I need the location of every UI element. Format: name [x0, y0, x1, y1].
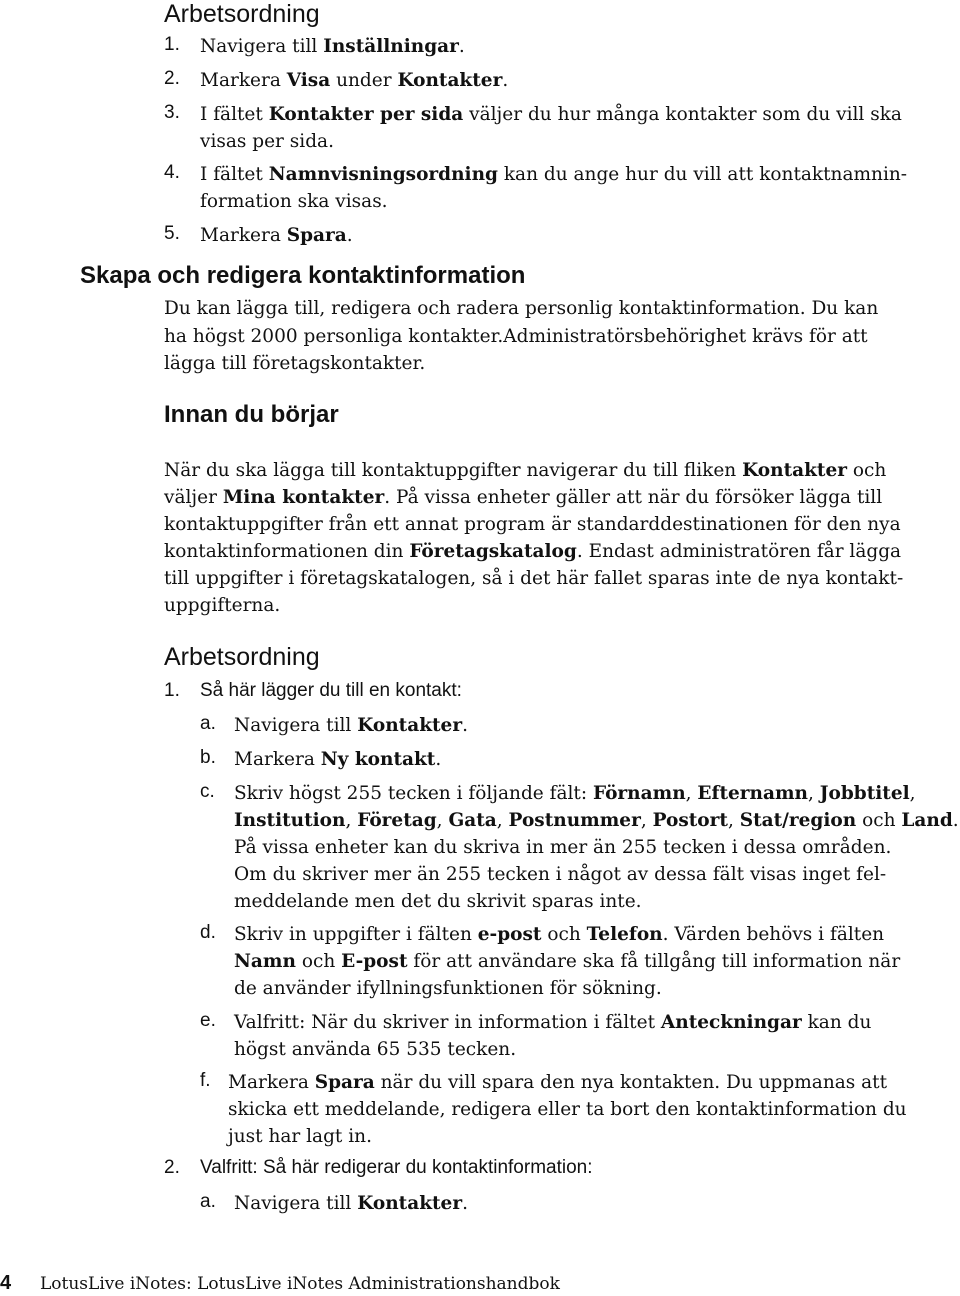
- bold-term: Ny kontakt: [320, 749, 436, 770]
- text-run: väljer du hur många kontakter som du vill ska: [463, 104, 902, 125]
- substep-text: [234, 921, 884, 948]
- substep-text: [234, 1190, 468, 1217]
- bold-term: Mina kontakter: [222, 487, 385, 508]
- substep-letter: a.: [200, 1191, 216, 1212]
- step-text: Så här lägger du till en kontakt:: [200, 680, 462, 701]
- text-run: Markera: [200, 225, 287, 246]
- text-run: just har lagt in.: [228, 1126, 372, 1147]
- footer-title: LotusLive iNotes: LotusLive iNotes Administrationshandbok: [40, 1274, 560, 1294]
- bold-term: Visa: [286, 70, 331, 91]
- text-run: Navigera till: [234, 715, 358, 736]
- text-run: . Endast administratören får lägga: [576, 541, 902, 562]
- step-text: [200, 222, 353, 249]
- text-run: visas per sida.: [200, 131, 334, 152]
- substep-letter: e.: [200, 1010, 216, 1031]
- page-number: 4: [0, 1272, 12, 1294]
- text-run: meddelande men det du skrivit sparas inte.: [234, 891, 642, 912]
- substep-text: [234, 1009, 871, 1036]
- bold-term: Stat/region: [739, 810, 857, 831]
- substep-letter: f.: [200, 1070, 211, 1091]
- text-run: . Värden behövs i fälten: [662, 924, 885, 945]
- bold-term: Kontakter: [357, 715, 463, 736]
- substep-text: [234, 948, 900, 975]
- substep-text: [234, 888, 642, 915]
- bold-term: Institution: [234, 810, 346, 831]
- bold-term: E-post: [341, 951, 408, 972]
- paragraph-line: [164, 295, 878, 322]
- text-run: Markera: [234, 749, 321, 770]
- bold-term: Kontakter per sida: [268, 104, 464, 125]
- text-run: Valfritt: När du skriver in information i fältet: [234, 1012, 661, 1033]
- text-run: .: [458, 36, 465, 57]
- bold-term: Spara: [286, 225, 347, 246]
- text-run: ,: [685, 783, 698, 804]
- bold-term: Postort: [652, 810, 728, 831]
- substep-letter: c.: [200, 781, 215, 802]
- text-run: Skriv in uppgifter i fälten: [234, 924, 478, 945]
- text-run: och: [295, 951, 342, 972]
- text-run: ,: [640, 810, 653, 831]
- bold-term: Postnummer: [508, 810, 641, 831]
- text-run: .: [346, 225, 353, 246]
- text-run: de använder ifyllningsfunktionen för sökning.: [234, 978, 662, 999]
- text-run: ,: [808, 783, 820, 804]
- text-run: Navigera till: [200, 36, 324, 57]
- text-run: .: [502, 70, 509, 91]
- text-run: uppgifterna.: [164, 595, 281, 616]
- heading-innan-du-borjar: Innan du börjar: [164, 401, 339, 428]
- text-run: skicka ett meddelande, redigera eller ta bort den kontaktinformation du: [228, 1099, 907, 1120]
- heading-arbetsordning-2: Arbetsordning: [164, 643, 320, 671]
- step-text: [200, 33, 465, 60]
- bold-term: e-post: [477, 924, 542, 945]
- substep-text: [234, 861, 886, 888]
- text-run: I fältet: [200, 104, 269, 125]
- text-run: På vissa enheter kan du skriva in mer än 255 tecken i dessa områden.: [234, 837, 892, 858]
- text-run: I fältet: [200, 164, 269, 185]
- text-run: när du vill spara den nya kontakten. Du uppmanas att: [374, 1072, 888, 1093]
- bold-term: Kontakter: [357, 1193, 463, 1214]
- step-text: [200, 128, 334, 155]
- text-run: Markera: [200, 70, 287, 91]
- substep-text: [234, 975, 662, 1002]
- substep-letter: a.: [200, 713, 216, 734]
- text-run: och: [847, 460, 887, 481]
- substep-text: [234, 780, 916, 807]
- text-run: .: [462, 715, 468, 736]
- text-run: Du kan lägga till, redigera och radera personlig kontaktinformation. Du kan: [164, 298, 879, 319]
- bold-term: Kontakter: [397, 70, 503, 91]
- substep-text: [228, 1069, 887, 1096]
- text-run: .: [435, 749, 442, 770]
- substep-text: [234, 712, 468, 739]
- bold-term: Jobbtitel: [819, 783, 910, 804]
- paragraph-line: [164, 350, 425, 377]
- paragraph-line: [164, 565, 903, 592]
- step-number: 1.: [164, 680, 180, 701]
- bold-term: Land: [901, 810, 953, 831]
- text-run: lägga till företagskontakter.: [164, 353, 426, 374]
- text-run: högst använda 65 535 tecken.: [234, 1039, 517, 1060]
- text-run: Skriv högst 255 tecken i följande fält:: [234, 783, 593, 804]
- text-run: under: [330, 70, 398, 91]
- step-number: 3.: [164, 102, 180, 123]
- text-run: ha högst 2000 personliga kontakter.Administratörsbehörighet krävs för att: [164, 326, 868, 347]
- substep-text: [234, 807, 959, 834]
- text-run: väljer: [164, 487, 223, 508]
- bold-term: Telefon: [586, 924, 663, 945]
- text-run: till uppgifter i företagskatalogen, så i det här fallet sparas inte de nya kontakt-: [164, 568, 904, 589]
- bold-term: Företagskatalog: [409, 541, 577, 562]
- text-run: ,: [727, 810, 740, 831]
- paragraph-line: [164, 538, 901, 565]
- paragraph-line: [164, 484, 882, 511]
- substep-text: [234, 834, 891, 861]
- text-run: ,: [345, 810, 358, 831]
- step-text: [200, 101, 902, 128]
- text-run: Navigera till: [234, 1193, 358, 1214]
- step-text: [200, 161, 907, 188]
- step-number: 2.: [164, 68, 180, 89]
- text-run: När du ska lägga till kontaktuppgifter navigerar du till fliken: [164, 460, 743, 481]
- step-text: Valfritt: Så här redigerar du kontaktinformation:: [200, 1157, 593, 1178]
- bold-term: Gata: [448, 810, 497, 831]
- text-run: ,: [496, 810, 509, 831]
- step-text: [200, 67, 508, 94]
- step-number: 1.: [164, 34, 180, 55]
- bold-term: Anteckningar: [660, 1012, 802, 1033]
- bold-term: Kontakter: [742, 460, 847, 481]
- heading-arbetsordning-1: Arbetsordning: [164, 0, 320, 28]
- text-run: kan du ange hur du vill att kontaktnamnin-: [497, 164, 908, 185]
- bold-term: Spara: [314, 1072, 375, 1093]
- text-run: .: [462, 1193, 468, 1214]
- substep-letter: d.: [200, 922, 216, 943]
- bold-term: Inställningar: [323, 36, 459, 57]
- bold-term: Efternamn: [697, 783, 808, 804]
- paragraph-line: [164, 457, 886, 484]
- text-run: Om du skriver mer än 255 tecken i något av dessa fält visas inget fel-: [234, 864, 887, 885]
- text-run: Markera: [228, 1072, 315, 1093]
- paragraph-line: [164, 323, 868, 350]
- step-number: 4.: [164, 162, 180, 183]
- text-run: kontaktinformationen din: [164, 541, 410, 562]
- paragraph-line: [164, 511, 901, 538]
- substep-text: [228, 1096, 907, 1123]
- bold-term: Namn: [234, 951, 296, 972]
- text-run: och: [541, 924, 587, 945]
- text-run: kontaktuppgifter från ett annat program är standarddestinationen för den nya: [164, 514, 901, 535]
- step-text: [200, 188, 388, 215]
- bold-term: Namnvisningsordning: [268, 164, 498, 185]
- text-run: ,: [436, 810, 449, 831]
- step-number: 5.: [164, 223, 180, 244]
- text-run: kan du: [801, 1012, 872, 1033]
- text-run: för att användare ska få tillgång till information när: [407, 951, 901, 972]
- substep-text: [234, 746, 441, 773]
- substep-text: [234, 1036, 516, 1063]
- substep-letter: b.: [200, 747, 216, 768]
- substep-text: [228, 1123, 372, 1150]
- paragraph-line: [164, 592, 280, 619]
- bold-term: Förnamn: [592, 783, 686, 804]
- step-number: 2.: [164, 1157, 180, 1178]
- heading-skapa-och-redigera: Skapa och redigera kontaktinformation: [80, 262, 526, 289]
- text-run: formation ska visas.: [200, 191, 388, 212]
- text-run: och: [856, 810, 902, 831]
- text-run: .: [952, 810, 959, 831]
- bold-term: Företag: [357, 810, 437, 831]
- text-run: ,: [909, 783, 916, 804]
- text-run: . På vissa enheter gäller att när du försöker lägga till: [384, 487, 883, 508]
